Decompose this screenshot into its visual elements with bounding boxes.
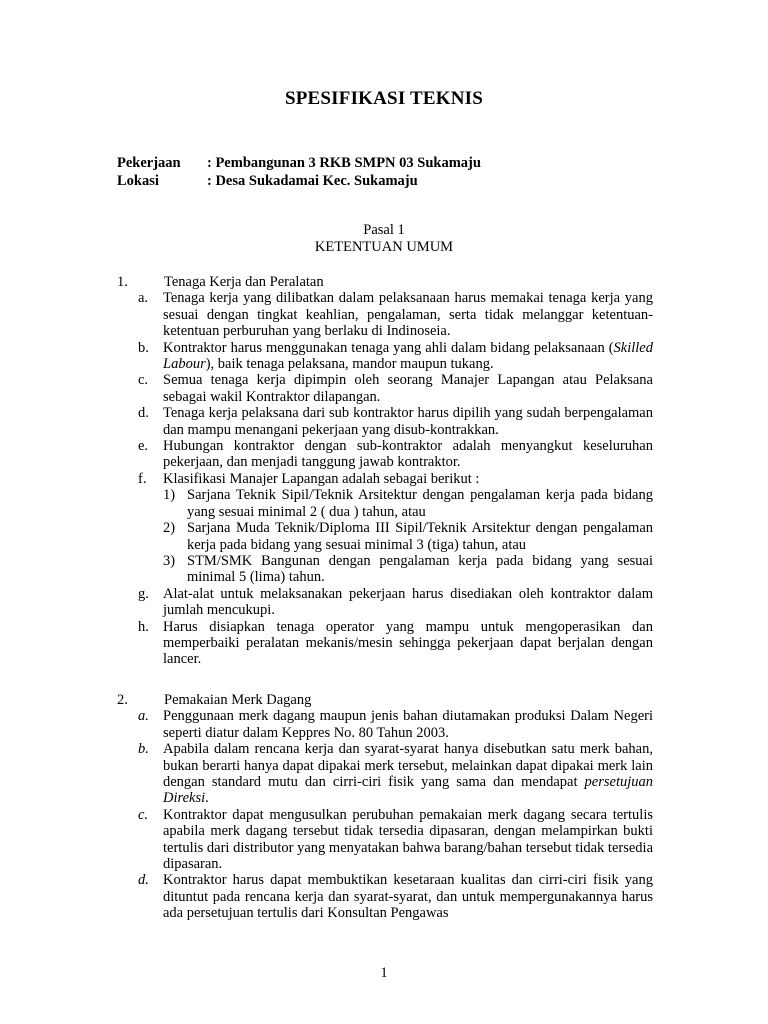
list-item (138, 619, 653, 668)
list-item (138, 372, 653, 405)
list-item (138, 290, 653, 339)
item-label: e. (138, 438, 149, 455)
item-label: 1) (163, 487, 176, 504)
meta-row-pekerjaan (117, 154, 481, 172)
item-text: Sarjana Muda Teknik/Diploma III Sipil/Teknik Arsitektur dengan pengalaman kerja pada bidang yang sesuai minimal 3 (tiga) tahun, atau (187, 520, 653, 553)
item-label: c. (138, 372, 149, 389)
text-run: Kontraktor harus menggunakan tenaga yang ahli dalam bidang pelaksanaan ( (163, 339, 614, 356)
list-item (138, 340, 653, 373)
meta-row-lokasi (117, 172, 481, 190)
text-run: ), baik tenaga pelaksana, mandor maupun tukang. (205, 356, 494, 373)
item-text: Alat-alat untuk melaksanakan pekerjaan harus disediakan oleh kontraktor dalam jumlah mencukupi. (163, 585, 653, 619)
item-label: h. (138, 618, 149, 635)
document-title: SPESIFIKASI TEKNIS (284, 88, 484, 109)
section-number: 1. (117, 274, 128, 290)
section-heading (117, 274, 653, 290)
item-text (163, 340, 653, 373)
text-run: Apabila dalam rencana kerja dan syarat-syarat hanya disebutkan satu merk bahan, bukan berarti hanya dapat dipakai merk tersebut, melainkan dapat dipakai merk lain dengan standard mutu dan cirri-ciri fisik yang sama dan mendapat (163, 741, 653, 791)
sub-list-item (163, 553, 653, 586)
list-item (138, 872, 653, 921)
item-label: f. (138, 470, 147, 487)
list-item (138, 807, 653, 873)
section-1 (117, 274, 653, 668)
item-text: Tenaga kerja pelaksana dari sub kontraktor harus dipilih yang sudah berpengalaman dan mampu menangani pekerjaan yang disub-kontrakkan. (163, 405, 653, 438)
page-number: 1 (380, 965, 388, 981)
item-label: b. (138, 741, 149, 758)
item-label: 2) (163, 520, 176, 537)
item-text: Semua tenaga kerja dipimpin oleh seorang Manajer Lapangan atau Pelaksana sebagai wakil Kontraktor dilapangan. (163, 372, 653, 405)
meta-label: Lokasi (117, 173, 159, 189)
item-text: Hubungan kontraktor dengan sub-kontraktor adalah menyangkut keseluruhan pekerjaan, dan menjadi tanggung jawab kontraktor. (163, 438, 653, 471)
item-label: c. (138, 806, 149, 823)
item-label: b. (138, 339, 149, 356)
list-item (138, 708, 653, 741)
sub-list-item (163, 520, 653, 553)
item-label: a. (138, 290, 149, 307)
item-text: Sarjana Teknik Sipil/Teknik Arsitektur dengan pengalaman kerja pada bidang yang sesuai minimal 2 ( dua ) tahun, atau (187, 487, 653, 520)
meta-label: Pekerjaan (117, 155, 181, 171)
meta-value: : Pembangunan 3 RKB SMPN 03 Sukamaju (207, 155, 481, 171)
pasal-subtitle: KETENTUAN UMUM (314, 239, 454, 255)
section-number: 2. (117, 692, 128, 708)
italic-term: Skilled Labour (163, 339, 653, 373)
list-item (138, 405, 653, 438)
item-label: d. (138, 405, 149, 422)
item-text (163, 741, 653, 807)
section-heading (117, 692, 653, 708)
item-label: d. (138, 872, 149, 889)
item-label: a. (138, 708, 149, 725)
item-text: Kontraktor harus dapat membuktikan kesetaraan kualitas dan cirri-ciri fisik yang dituntut pada rencana kerja dan syarat-syarat, dan untuk mempergunakannya harus ada persetujuan tertulis dari Konsultan Pengawas (163, 872, 653, 922)
item-text: Harus disiapkan tenaga operator yang mampu untuk mengoperasikan dan memperbaiki peralatan mekanis/mesin sehingga pekerjaan dapat berjalan dengan lancer. (163, 618, 653, 668)
item-text: Kontraktor dapat mengusulkan perubuhan pemakaian merk dagang secara tertulis apabila merk dagang tersebut tidak tersedia dipasaran, dengan melampirkan bukti tertulis dari distributor yang menyatakan bahwa barang/bahan tersebut tidak tersedia dipasaran. (163, 806, 654, 873)
section-2 (117, 692, 653, 922)
section-title: Pemakaian Merk Dagang (164, 692, 312, 708)
sub-list-item (163, 487, 653, 520)
item-label: 3) (163, 552, 176, 569)
section-title: Tenaga Kerja dan Peralatan (164, 274, 324, 290)
list-item (138, 438, 653, 471)
list-item (138, 471, 653, 487)
text-run: . (205, 790, 209, 807)
item-text: STM/SMK Bangunan dengan pengalaman kerja pada bidang yang sesuai minimal 5 (lima) tahun. (187, 552, 653, 586)
item-label: g. (138, 585, 149, 602)
italic-term: persetujuan Direksi (163, 774, 653, 807)
list-item (138, 586, 653, 619)
item-text: Penggunaan merk dagang maupun jenis bahan diutamakan produksi Dalam Negeri seperti diatur dalam Keppres No. 80 Tahun 2003. (163, 708, 653, 741)
item-text: Klasifikasi Manajer Lapangan adalah sebagai berikut : (163, 470, 480, 487)
item-text: Tenaga kerja yang dilibatkan dalam pelaksanaan harus memakai tenaga kerja yang sesuai dengan tingkat keahlian, pengalaman, serta tidak melanggar ketentuan-ketentuan perburuhan yang berlaku di Indinoseia. (163, 290, 653, 340)
project-meta (117, 154, 481, 190)
pasal-title: Pasal 1 (363, 222, 405, 238)
meta-value: : Desa Sukadamai Kec. Sukamaju (207, 173, 418, 189)
list-item (138, 741, 653, 807)
